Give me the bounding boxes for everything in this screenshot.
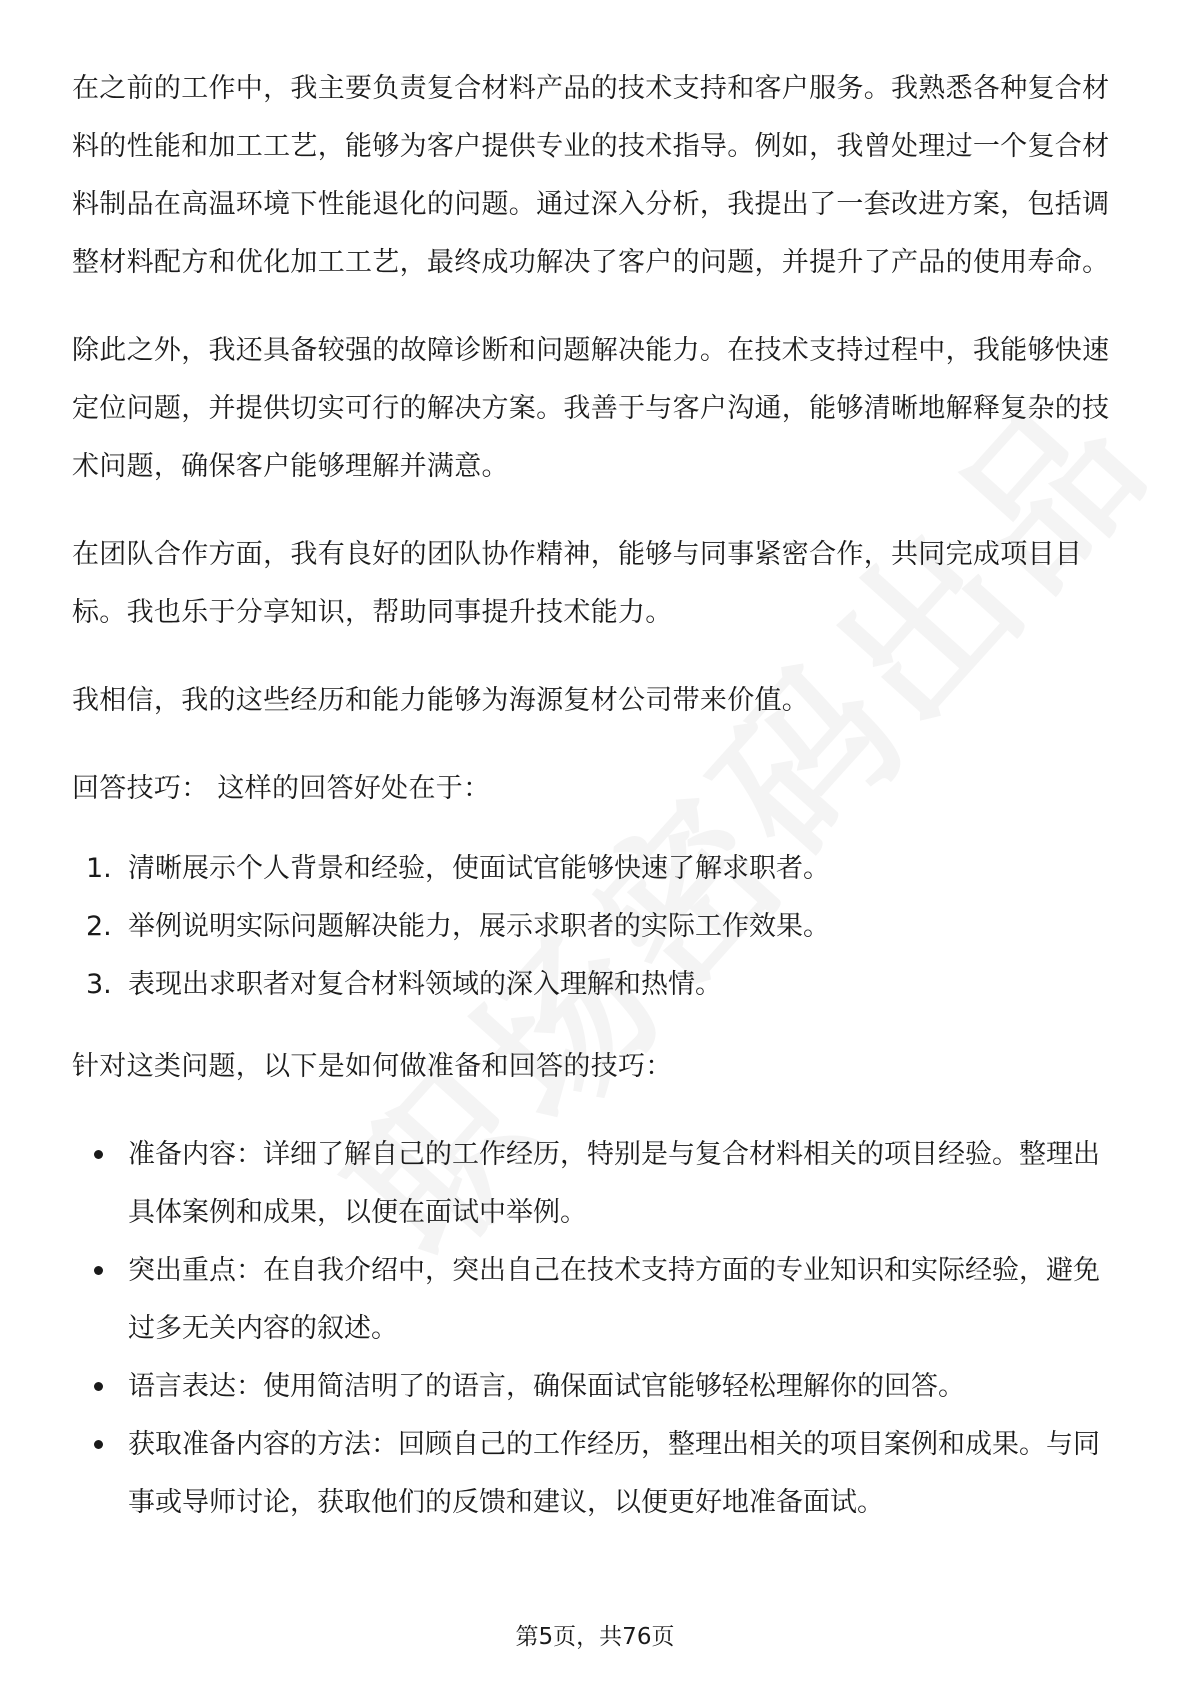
list-item — [72, 956, 1122, 1014]
paragraph-teamwork: 在团队合作方面，我有良好的团队协作精神，能够与同事紧密合作，共同完成项目目标。我也乐于分享知识，帮助同事提升技术能力。 — [72, 539, 1083, 628]
paragraph-conclusion: 我相信，我的这些经历和能力能够为海源复材公司带来价值。 — [72, 685, 810, 716]
list-item — [72, 1242, 1122, 1358]
paragraph-preparation-intro: 针对这类问题，以下是如何做准备和回答的技巧： — [72, 1051, 673, 1082]
list-item — [72, 1358, 1122, 1416]
list-item-text: 清晰展示个人背景和经验，使面试官能够快速了解求职者。 — [128, 853, 830, 884]
list-item-text: 语言表达：使用简洁明了的语言，确保面试官能够轻松理解你的回答。 — [128, 1371, 965, 1402]
list-item-text: 举例说明实际问题解决能力，展示求职者的实际工作效果。 — [128, 911, 830, 942]
page-footer: 第5页，共76页 — [515, 1624, 675, 1650]
list-item-text: 获取准备内容的方法：回顾自己的工作经历，整理出相关的项目案例和成果。与同事或导师讨论，获取他们的反馈和建议，以便更好地准备面试。 — [128, 1429, 1100, 1518]
list-number: 1. — [86, 853, 112, 884]
bullet-icon — [94, 1440, 103, 1449]
bullet-icon — [94, 1150, 103, 1159]
list-number: 2. — [86, 911, 112, 942]
preparation-tips-list — [72, 1126, 1122, 1532]
list-item-text: 表现出求职者对复合材料领域的深入理解和热情。 — [128, 969, 722, 1000]
list-item — [72, 1126, 1122, 1242]
list-item — [72, 840, 1122, 898]
paragraph-problem-solving: 除此之外，我还具备较强的故障诊断和问题解决能力。在技术支持过程中，我能够快速定位问题，并提供切实可行的解决方案。我善于与客户沟通，能够清晰地解释复杂的技术问题，确保客户能够理解并满意。 — [72, 335, 1110, 482]
paragraph-work-experience: 在之前的工作中，我主要负责复合材料产品的技术支持和客户服务。我熟悉各种复合材料的性能和加工工艺，能够为客户提供专业的技术指导。例如，我曾处理过一个复合材料制品在高温环境下性能退化的问题。通过深入分析，我提出了一套改进方案，包括调整材料配方和优化加工工艺，最终成功解决了客户的问题，并提升了产品的使用寿命。 — [72, 73, 1110, 278]
paragraph-answer-tips: 回答技巧： 这样的回答好处在于： — [72, 773, 491, 804]
list-item — [72, 1416, 1122, 1532]
main-content — [72, 60, 1122, 1532]
list-item — [72, 898, 1122, 956]
benefits-list — [72, 840, 1122, 1014]
bullet-icon — [94, 1266, 103, 1275]
bullet-icon — [94, 1382, 103, 1391]
list-item-text: 突出重点：在自我介绍中，突出自己在技术支持方面的专业知识和实际经验，避免过多无关内容的叙述。 — [128, 1255, 1100, 1344]
list-number: 3. — [86, 969, 112, 1000]
list-item-text: 准备内容：详细了解自己的工作经历，特别是与复合材料相关的项目经验。整理出具体案例和成果，以便在面试中举例。 — [128, 1139, 1100, 1228]
